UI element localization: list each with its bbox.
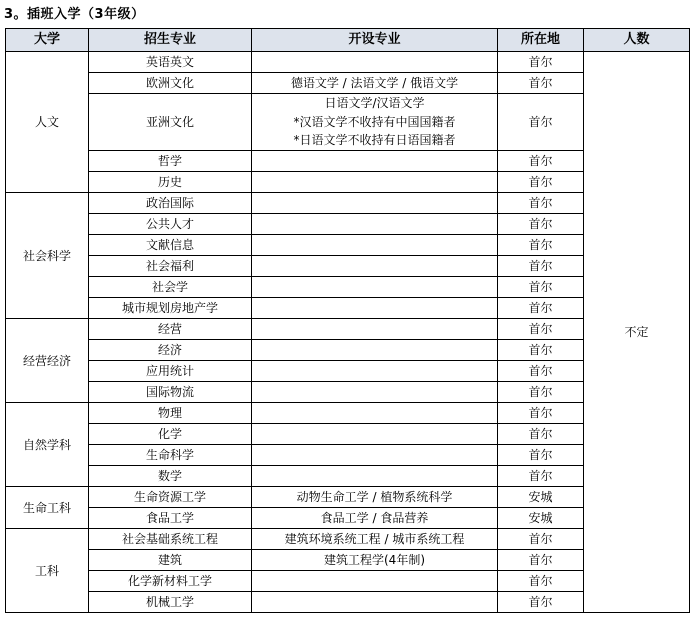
track-cell [252,571,498,592]
track-cell: 食品工学 / 食品营养 [252,508,498,529]
location-cell: 首尔 [498,319,584,340]
location-cell: 首尔 [498,424,584,445]
major-cell: 生命科学 [89,445,252,466]
track-cell [252,424,498,445]
university-cell: 自然学科 [6,403,89,487]
track-line: *汉语文学不收持有中国国籍者 [293,114,456,129]
university-cell: 人文 [6,52,89,193]
major-cell: 建筑 [89,550,252,571]
header-track: 开设专业 [252,29,498,52]
track-cell [252,214,498,235]
major-cell: 生命资源工学 [89,487,252,508]
track-cell [252,298,498,319]
major-cell: 化学新材料工学 [89,571,252,592]
major-cell: 社会福利 [89,256,252,277]
major-cell: 城市规划房地产学 [89,298,252,319]
location-cell: 首尔 [498,193,584,214]
location-cell: 首尔 [498,214,584,235]
track-cell [252,466,498,487]
track-cell [252,256,498,277]
major-cell: 食品工学 [89,508,252,529]
section-heading: 3。插班入学（3年级） [4,7,145,22]
header-location: 所在地 [498,29,584,52]
location-cell: 首尔 [498,256,584,277]
track-cell: 动物生命工学 / 植物系统科学 [252,487,498,508]
track-cell [252,319,498,340]
major-cell: 英语英文 [89,52,252,73]
track-cell: 建筑环境系统工程 / 城市系统工程 [252,529,498,550]
major-cell: 机械工学 [89,592,252,613]
major-cell: 欧洲文化 [89,73,252,94]
location-cell: 首尔 [498,73,584,94]
university-cell: 工科 [6,529,89,613]
location-cell: 安城 [498,508,584,529]
track-cell [252,151,498,172]
header-university: 大学 [6,29,89,52]
major-cell: 化学 [89,424,252,445]
major-cell: 社会基础系统工程 [89,529,252,550]
major-cell: 国际物流 [89,382,252,403]
location-cell: 首尔 [498,550,584,571]
headcount-cell: 不定 [584,52,690,613]
major-cell: 经济 [89,340,252,361]
track-cell [252,403,498,424]
location-cell: 首尔 [498,298,584,319]
location-cell: 首尔 [498,277,584,298]
university-cell: 社会科学 [6,193,89,319]
track-cell [252,382,498,403]
major-cell: 哲学 [89,151,252,172]
location-cell: 首尔 [498,445,584,466]
location-cell: 首尔 [498,382,584,403]
track-cell [252,361,498,382]
location-cell: 首尔 [498,571,584,592]
track-line: *日语文学不收持有日语国籍者 [293,133,456,148]
university-cell: 生命工科 [6,487,89,529]
major-cell: 社会学 [89,277,252,298]
admission-table [5,28,690,613]
major-cell: 数学 [89,466,252,487]
table-body [6,52,690,613]
track-cell [252,94,498,151]
location-cell: 首尔 [498,94,584,151]
header-major: 招生专业 [89,29,252,52]
track-cell [252,592,498,613]
track-cell: 建筑工程学(4年制) [252,550,498,571]
track-cell [252,172,498,193]
track-cell [252,445,498,466]
track-cell [252,340,498,361]
major-cell: 历史 [89,172,252,193]
location-cell: 首尔 [498,52,584,73]
location-cell: 首尔 [498,466,584,487]
location-cell: 首尔 [498,403,584,424]
location-cell: 首尔 [498,529,584,550]
track-cell [252,235,498,256]
track-line: 日语文学/汉语文学 [324,96,425,111]
location-cell: 首尔 [498,235,584,256]
major-cell: 物理 [89,403,252,424]
major-cell: 经营 [89,319,252,340]
location-cell: 安城 [498,487,584,508]
location-cell: 首尔 [498,151,584,172]
table-row [6,52,690,73]
major-cell: 应用统计 [89,361,252,382]
header-headcount: 人数 [584,29,690,52]
track-cell [252,193,498,214]
university-cell: 经营经济 [6,319,89,403]
major-cell: 政治国际 [89,193,252,214]
table-header-row [6,29,690,52]
major-cell: 公共人才 [89,214,252,235]
location-cell: 首尔 [498,340,584,361]
track-cell: 德语文学 / 法语文学 / 俄语文学 [252,73,498,94]
location-cell: 首尔 [498,361,584,382]
track-cell [252,52,498,73]
location-cell: 首尔 [498,592,584,613]
major-cell: 文献信息 [89,235,252,256]
location-cell: 首尔 [498,172,584,193]
track-cell [252,277,498,298]
major-cell: 亚洲文化 [89,94,252,151]
